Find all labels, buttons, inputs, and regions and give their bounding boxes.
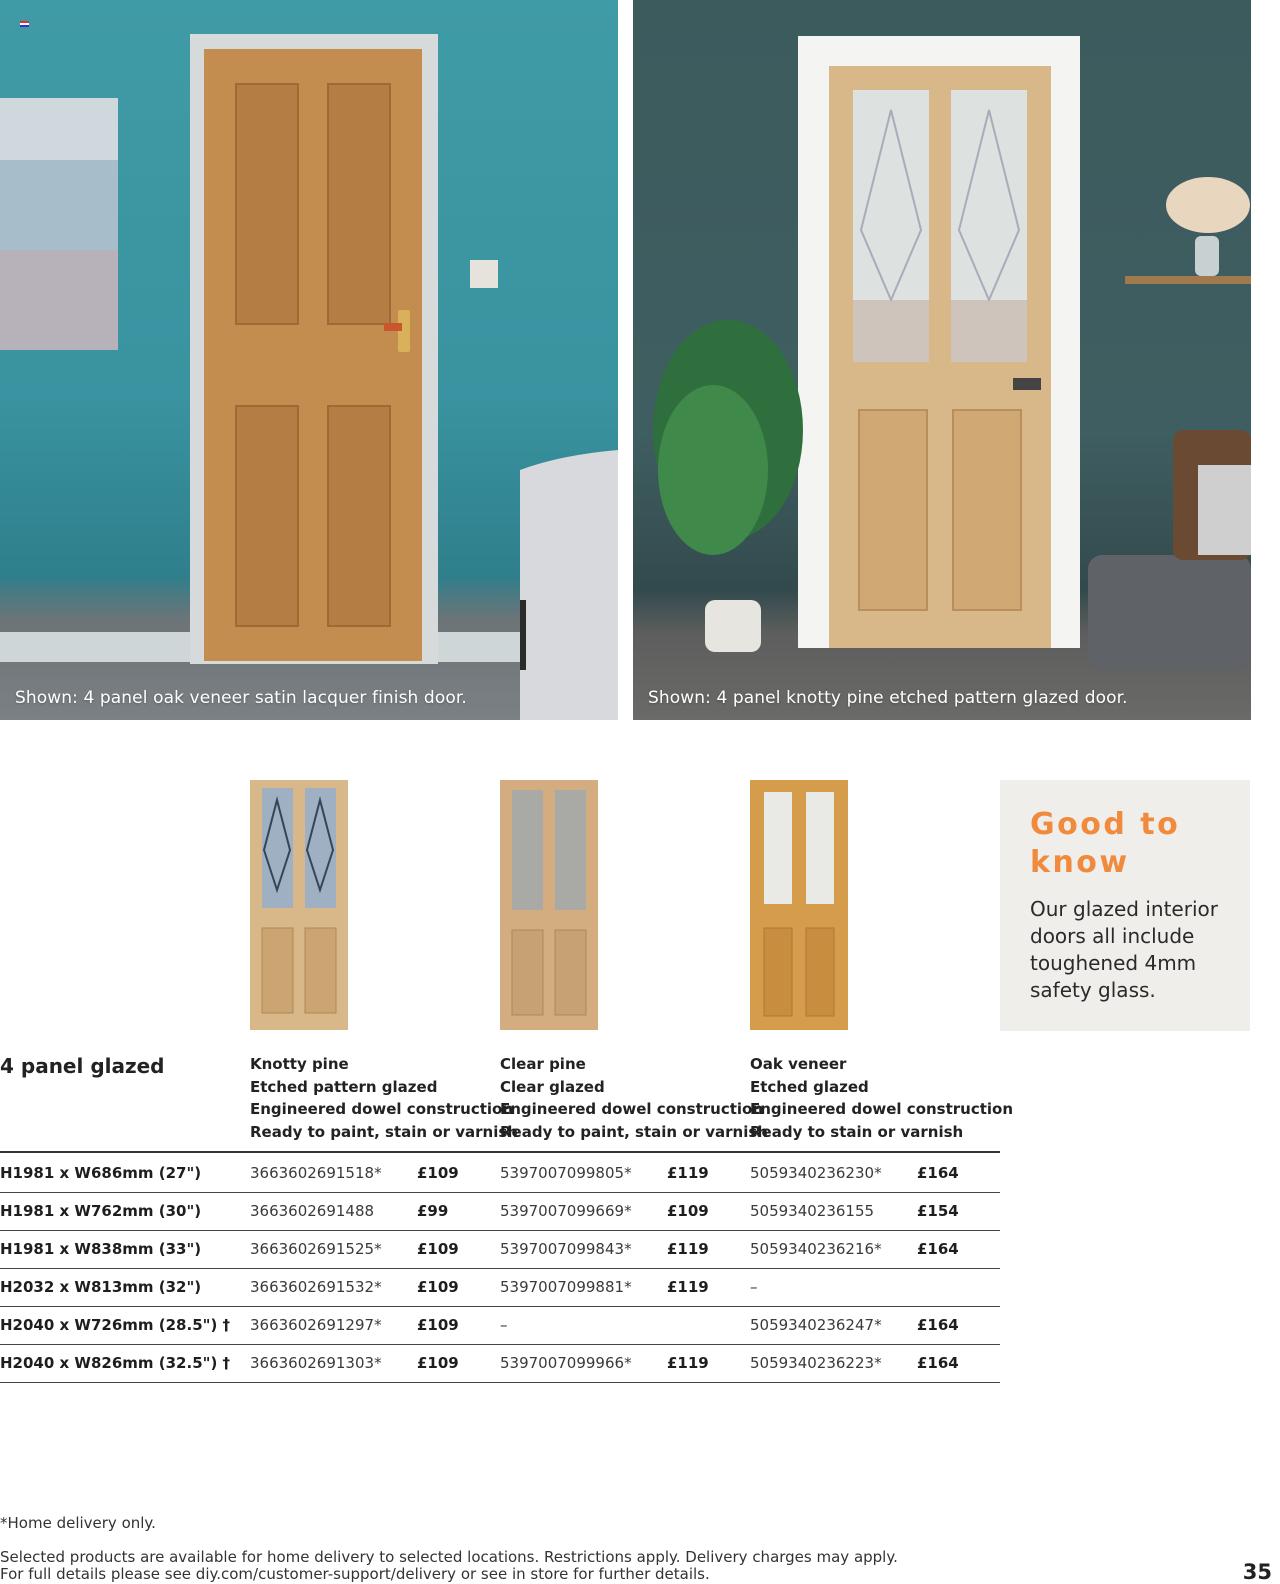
footer-delivery-line1: Selected products are available for home delivery to selected locations. Restrictions apply. Delivery charges may apply.	[0, 1548, 898, 1566]
product-2-material: Clear pine	[500, 1055, 586, 1073]
row-price-clear-pine: £119	[667, 1278, 709, 1296]
hero-photo-pine-door	[633, 0, 1251, 720]
product-3-material: Oak veneer	[750, 1055, 847, 1073]
hero-left-caption: Shown: 4 panel oak veneer satin lacquer finish door.	[15, 688, 467, 708]
good-to-know-body: Our glazed interior doors all include toughened 4mm safety glass.	[1030, 897, 1218, 1002]
oak-door-scene	[0, 0, 618, 720]
row-code-oak-veneer: 5059340236216*	[750, 1240, 882, 1258]
product-2-glazing: Clear glazed	[500, 1077, 605, 1096]
row-price-oak-veneer: £164	[917, 1316, 959, 1334]
row-code-clear-pine: 5397007099669*	[500, 1202, 632, 1220]
row-code-knotty-pine: 3663602691532*	[250, 1278, 382, 1296]
product-description-1	[250, 1053, 518, 1144]
good-to-know-panel	[1000, 780, 1250, 1031]
product-1-material: Knotty pine	[250, 1055, 349, 1073]
pine-door-scene	[633, 0, 1251, 720]
range-title: 4 panel glazed	[0, 1054, 165, 1078]
page-number: 35	[1242, 1560, 1272, 1584]
row-code-knotty-pine: 3663602691518*	[250, 1164, 382, 1182]
row-size: H1981 x W686mm (27")	[0, 1164, 202, 1182]
row-code-knotty-pine: 3663602691303*	[250, 1354, 382, 1372]
row-code-clear-pine: –	[500, 1316, 508, 1334]
row-price-clear-pine: £109	[667, 1202, 709, 1220]
table-row	[0, 1192, 1000, 1231]
footer-delivery-line2: For full details please see diy.com/customer-support/delivery or see in store for further details.	[0, 1565, 710, 1583]
product-2-finish: Ready to paint, stain or varnish	[500, 1123, 768, 1142]
row-code-clear-pine: 5397007099843*	[500, 1240, 632, 1258]
product-1-glazing: Etched pattern glazed	[250, 1077, 438, 1096]
row-price-knotty-pine: £109	[417, 1240, 459, 1258]
footnote-home-delivery: *Home delivery only.	[0, 1514, 156, 1532]
table-header-divider	[0, 1151, 1000, 1153]
good-to-know-title-line1: Good to	[1030, 807, 1181, 842]
row-code-oak-veneer: 5059340236155	[750, 1202, 875, 1220]
product-3-construction: Engineered dowel construction	[750, 1100, 1014, 1119]
row-price-clear-pine: £119	[667, 1240, 709, 1258]
row-code-knotty-pine: 3663602691488	[250, 1202, 375, 1220]
product-1-construction: Engineered dowel construction	[250, 1100, 514, 1119]
row-price-oak-veneer: £164	[917, 1164, 959, 1182]
row-size: H2032 x W813mm (32")	[0, 1278, 202, 1296]
row-price-knotty-pine: £109	[417, 1316, 459, 1334]
row-price-knotty-pine: £109	[417, 1278, 459, 1296]
hero-right-caption: Shown: 4 panel knotty pine etched pattern glazed door.	[648, 688, 1128, 708]
row-price-oak-veneer: £164	[917, 1354, 959, 1372]
row-size: H1981 x W838mm (33")	[0, 1240, 202, 1258]
table-row	[0, 1306, 1000, 1345]
good-to-know-title-line2: know	[1030, 845, 1130, 880]
row-size: H2040 x W726mm (28.5") †	[0, 1316, 231, 1334]
row-price-oak-veneer: £154	[917, 1202, 959, 1220]
row-price-knotty-pine: £109	[417, 1354, 459, 1372]
row-code-oak-veneer: 5059340236230*	[750, 1164, 882, 1182]
row-size: H1981 x W762mm (30")	[0, 1202, 202, 1220]
hero-photo-oak-door	[0, 0, 618, 720]
row-code-knotty-pine: 3663602691525*	[250, 1240, 382, 1258]
oak-veneer-door-thumbnail	[750, 780, 848, 1030]
knotty-pine-door-thumbnail	[250, 780, 348, 1030]
product-1-finish: Ready to paint, stain or varnish	[250, 1123, 518, 1142]
row-code-oak-veneer: –	[750, 1278, 758, 1296]
good-to-know-title	[1030, 806, 1226, 882]
row-price-oak-veneer: £164	[917, 1240, 959, 1258]
product-description-3	[750, 1053, 1013, 1144]
row-code-oak-veneer: 5059340236247*	[750, 1316, 882, 1334]
table-row	[0, 1268, 1000, 1307]
row-price-knotty-pine: £109	[417, 1164, 459, 1182]
row-size: H2040 x W826mm (32.5") †	[0, 1354, 231, 1372]
row-code-knotty-pine: 3663602691297*	[250, 1316, 382, 1334]
row-code-oak-veneer: 5059340236223*	[750, 1354, 882, 1372]
table-row	[0, 1154, 1000, 1193]
row-code-clear-pine: 5397007099805*	[500, 1164, 632, 1182]
table-row	[0, 1230, 1000, 1269]
product-description-2	[500, 1053, 768, 1144]
row-price-clear-pine: £119	[667, 1354, 709, 1372]
row-code-clear-pine: 5397007099881*	[500, 1278, 632, 1296]
row-code-clear-pine: 5397007099966*	[500, 1354, 632, 1372]
table-row	[0, 1344, 1000, 1383]
product-3-glazing: Etched glazed	[750, 1077, 869, 1096]
row-price-knotty-pine: £99	[417, 1202, 449, 1220]
row-price-clear-pine: £119	[667, 1164, 709, 1182]
product-2-construction: Engineered dowel construction	[500, 1100, 764, 1119]
clear-pine-door-thumbnail	[500, 780, 598, 1030]
product-3-finish: Ready to stain or varnish	[750, 1123, 964, 1142]
